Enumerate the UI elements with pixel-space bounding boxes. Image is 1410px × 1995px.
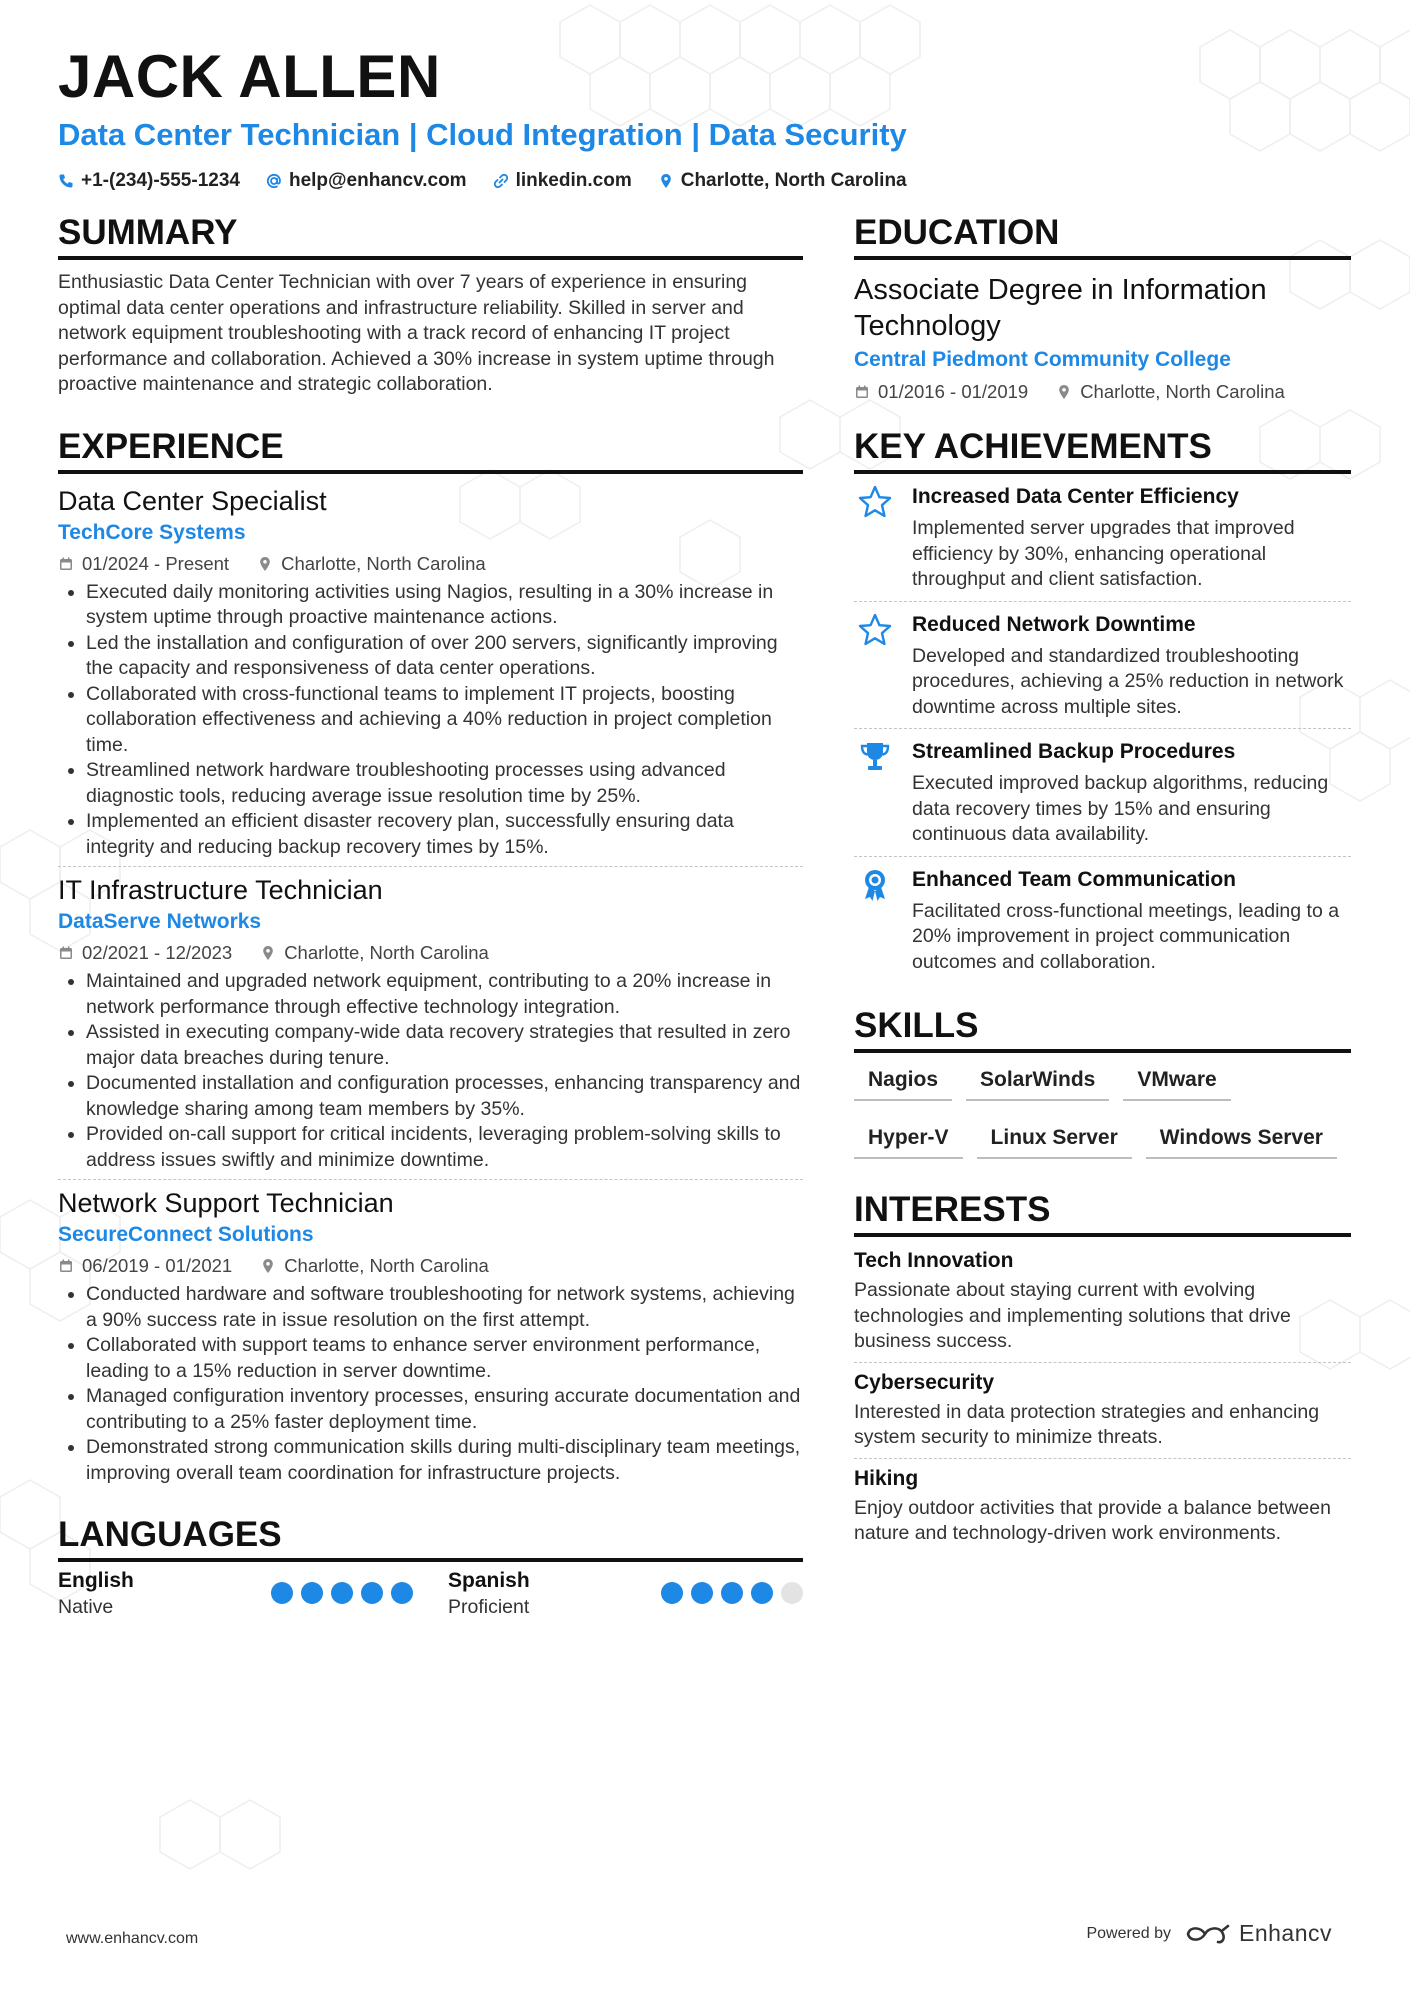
skills-heading: SKILLS [854,1005,1351,1053]
achievement-title: Increased Data Center Efficiency [912,485,1239,508]
brand-logo[interactable] [1185,1920,1332,1947]
language-rating [271,1582,413,1621]
trophy-icon [858,740,892,774]
language-name: Spanish [448,1569,530,1592]
skill-tag: Windows Server [1146,1119,1337,1159]
location-pin-icon [1056,384,1072,400]
rating-dot-filled [301,1582,323,1604]
location-pin-icon [260,1258,276,1274]
education-dates: 01/2016 - 01/2019 [878,381,1029,402]
job-title: IT Infrastructure Technician [58,875,383,905]
contact-phone[interactable] [58,168,240,194]
achievement-title: Reduced Network Downtime [912,612,1196,636]
job-bullet: • Led the installation and configuration of over 200 servers, significantly improving the capacity and responsiveness of data center operations. [86,631,803,682]
job-entry [58,1179,803,1492]
at-sign-icon [266,173,282,189]
star-icon [858,613,892,647]
skill-tag: VMware [1123,1061,1230,1101]
footer-website[interactable]: www.enhancv.com [66,1930,199,1947]
powered-by-label: Powered by [1086,1924,1171,1942]
job-dates: 06/2019 - 01/2021 [82,1255,233,1276]
calendar-icon [58,945,74,961]
job-dates: 01/2024 - Present [82,552,230,574]
contact-linkedin-text: linkedin.com [515,170,632,191]
job-entry [58,478,803,867]
interest-title: Cybersecurity [854,1370,995,1394]
job-company: TechCore Systems [58,520,246,544]
achievement-item [854,728,1351,856]
job-location: Charlotte, North Carolina [284,1255,489,1276]
interest-title: Tech Innovation [854,1249,1014,1272]
job-bullet: • Collaborated with support teams to enhance server environment performance, leading to a 15% reduction in server downtime. [86,1333,803,1384]
job-entry [58,866,803,1179]
rating-dot-filled [661,1582,683,1604]
achievement-desc: Developed and standardized troubleshooting procedures, achieving a 25% reduction in network downtime across multiple sites. [912,644,1344,718]
job-bullet: • Collaborated with cross-functional teams to implement IT projects, boosting collaboration effectiveness and achieving a 40% reduction in project completion time. [86,682,803,759]
interests-list [854,1241,1351,1554]
contact-email-text: help@enhancv.com [288,170,467,191]
languages-heading: LANGUAGES [58,1514,803,1562]
job-title: Data Center Specialist [58,485,327,516]
rating-dot-filled [331,1582,353,1604]
job-bullet: • Demonstrated strong communication skills during multi-disciplinary team meetings, improving overall team coordination for infrastructure projects. [86,1435,803,1486]
location-pin-icon [658,173,674,189]
calendar-icon [58,556,74,572]
rating-dot-filled [271,1582,293,1604]
job-bullet: • Executed daily monitoring activities using Nagios, resulting in a 30% increase in system uptime through proactive maintenance actions. [86,580,803,631]
candidate-name: JACK ALLEN [58,43,441,110]
job-bullet: • Provided on-call support for critical incidents, leveraging problem-solving skills to address issues swiftly and minimize downtime. [86,1122,803,1173]
location-pin-icon [260,945,276,961]
language-item [58,1568,413,1621]
contact-phone-text: +1-(234)-555-1234 [81,170,240,191]
job-company: SecureConnect Solutions [58,1223,314,1246]
candidate-headline: Data Center Technician | Cloud Integration | Data Security [58,117,907,152]
summary-heading: SUMMARY [58,212,803,260]
achievement-desc: Facilitated cross-functional meetings, leading to a 20% improvement in project communication outcomes and collaboration. [912,899,1340,973]
contact-linkedin[interactable] [493,168,632,194]
job-bullet: • Maintained and upgraded network equipment, contributing to a 20% increase in network performance through effective technology integration. [86,969,803,1020]
rating-dot-filled [361,1582,383,1604]
achievement-item [854,856,1351,984]
job-bullets [58,1282,803,1486]
job-bullet: • Streamlined network hardware troubleshooting processes using advanced diagnostic tools, reducing average issue resolution time by 25%. [86,758,803,809]
link-icon [493,173,509,189]
skill-tag: SolarWinds [966,1061,1109,1101]
job-location: Charlotte, North Carolina [281,552,486,574]
skills-list [854,1061,1351,1159]
achievements-list [854,474,1351,983]
achievement-title: Enhanced Team Communication [912,867,1236,891]
job-meta [58,939,803,967]
job-bullet: • Managed configuration inventory processes, ensuring accurate documentation and contributing to a 25% faster deployment time. [86,1384,803,1435]
job-bullet: • Implemented an efficient disaster recovery plan, successfully ensuring data integrity and reducing backup recovery times by 15%. [86,809,803,860]
contact-location [658,168,907,194]
phone-icon [58,173,74,189]
rating-dot-empty [781,1582,803,1604]
experience-heading: EXPERIENCE [58,426,803,474]
achievement-item [854,474,1351,601]
contact-bar [58,168,907,194]
location-pin-icon [257,556,273,572]
footer-branding [1086,1920,1332,1947]
job-bullets [58,580,803,861]
rating-dot-filled [751,1582,773,1604]
summary-text: Enthusiastic Data Center Technician with over 7 years of experience in ensuring optimal data center operations and infrastructure reliability. Skilled in server and network equipment troubleshooting with a track record of enhancing IT project performance and collaboration. Achieved a 30% increase in system uptime through proactive maintenance and strategic collaboration. [58,271,775,395]
achievement-item [854,601,1351,729]
interests-heading: INTERESTS [854,1189,1351,1237]
achievement-title: Streamlined Backup Procedures [912,740,1236,763]
star-icon [858,485,892,519]
interest-item [854,1241,1351,1362]
achievements-heading: KEY ACHIEVEMENTS [854,426,1351,474]
language-level: Native [58,1596,114,1618]
brand-name: Enhancv [1238,1920,1332,1946]
rating-dot-filled [721,1582,743,1604]
calendar-icon [58,1258,74,1274]
interest-desc: Enjoy outdoor activities that provide a balance between nature and technology-driven work environments. [854,1496,1331,1544]
skill-tag: Hyper-V [854,1119,963,1159]
job-meta [58,1252,803,1280]
rating-dot-filled [391,1582,413,1604]
education-location: Charlotte, North Carolina [1080,381,1285,402]
skill-tag: Nagios [854,1061,952,1101]
interest-title: Hiking [854,1466,919,1490]
job-bullets [58,969,803,1173]
contact-location-text: Charlotte, North Carolina [680,170,907,191]
language-level: Proficient [448,1596,530,1618]
job-title: Network Support Technician [58,1188,394,1218]
right-column [854,212,1351,1554]
achievement-desc: Executed improved backup algorithms, reducing data recovery times by 15% and ensuring continuous data availability. [912,772,1329,845]
left-column [58,212,803,1621]
award-ribbon-icon [858,868,892,902]
languages-list [58,1568,803,1621]
education-meta [854,378,1351,406]
interest-desc: Interested in data protection strategies and enhancing system security to minimize threats. [854,1400,1320,1448]
interest-item [854,1458,1351,1554]
job-bullet: • Conducted hardware and software troubleshooting for network systems, achieving a 90% success rate in issue resolution on the first attempt. [86,1282,803,1333]
job-bullet: • Assisted in executing company-wide data recovery strategies that resulted in zero major data breaches during tenure. [86,1020,803,1071]
job-company: DataServe Networks [58,910,262,933]
enhancv-logo-icon [1185,1922,1231,1946]
job-meta [58,550,803,578]
language-rating [661,1582,803,1621]
education-school: Central Piedmont Community College [854,348,1231,371]
skill-tag: Linux Server [977,1119,1132,1159]
rating-dot-filled [691,1582,713,1604]
job-bullet: • Documented installation and configuration processes, enhancing transparency and knowledge sharing among team members by 35%. [86,1071,803,1122]
job-dates: 02/2021 - 12/2023 [82,942,233,963]
education-heading: EDUCATION [854,212,1351,260]
interest-desc: Passionate about staying current with evolving technologies and implementing solutions that drive business success. [854,1279,1291,1352]
education-degree: Associate Degree in Information Technology [854,274,1267,342]
achievement-desc: Implemented server upgrades that improved efficiency by 30%, enhancing operational throughput and client satisfaction. [912,517,1295,590]
language-name: English [58,1569,134,1592]
job-location: Charlotte, North Carolina [284,942,489,963]
contact-email[interactable] [266,168,467,194]
language-item [448,1568,803,1621]
calendar-icon [854,384,870,400]
interest-item [854,1362,1351,1458]
